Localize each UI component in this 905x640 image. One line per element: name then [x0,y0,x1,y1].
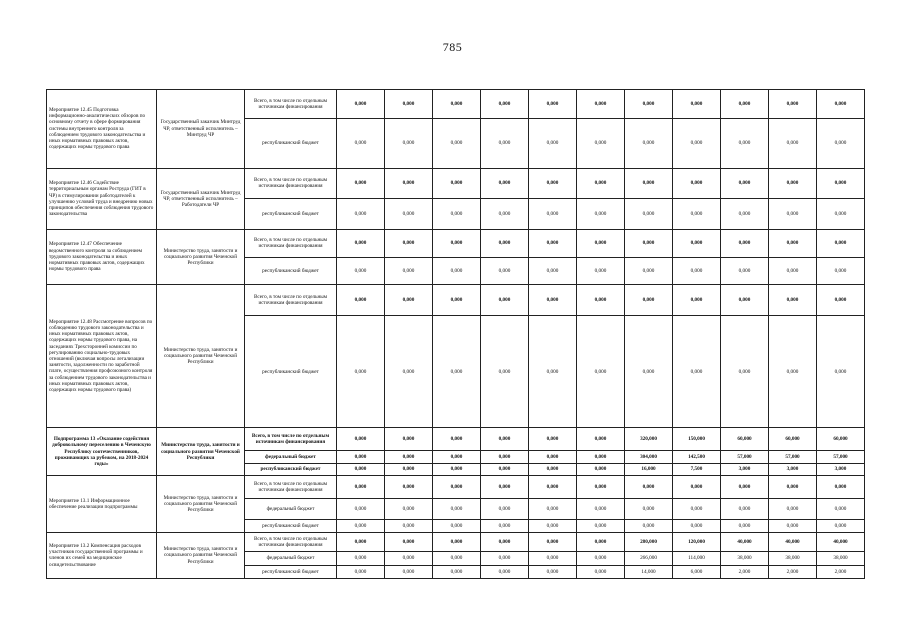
value-cell: 0,000 [625,119,673,168]
value-cell: 0,000 [769,476,817,499]
value-cell: 38,000 [817,551,865,566]
value-cell: 0,000 [721,230,769,257]
value-cell: 0,000 [817,316,865,428]
funding-source-cell: Всего, в том числе по отдельным источникам финансирования [245,428,337,451]
value-cell: 0,000 [529,198,577,229]
value-cell: 0,000 [817,257,865,284]
value-cell: 0,000 [625,257,673,284]
value-cell: 0,000 [769,198,817,229]
value-cell: 0,000 [721,168,769,198]
measure-name-cell: Мероприятие 12.46 Содействие территориальным органам Роструда (ГИТ в ЧР) в стимулировании работодателей к улучшению условий труда и внедрению новых принципов обеспечения соблюдения трудового законодательства [47,168,157,230]
value-cell: 0,000 [481,520,529,533]
value-cell: 0,000 [721,90,769,119]
value-cell: 280,000 [625,532,673,551]
value-cell: 0,000 [625,499,673,520]
value-cell: 0,000 [481,316,529,428]
value-cell: 0,000 [817,284,865,315]
value-cell: 0,000 [337,119,385,168]
value-cell: 0,000 [529,476,577,499]
value-cell: 0,000 [529,499,577,520]
value-cell: 0,000 [337,499,385,520]
value-cell: 0,000 [337,476,385,499]
value-cell: 0,000 [577,230,625,257]
value-cell: 0,000 [529,119,577,168]
value-cell: 0,000 [481,451,529,464]
measure-name-cell: Подпрограмма 13 «Оказание содействия добровольному переселению в Чеченскую Республику соотечественников, проживающих за рубежом, на 2018-2024 годы» [47,428,157,476]
value-cell: 0,000 [721,119,769,168]
value-cell: 0,000 [577,168,625,198]
value-cell: 0,000 [337,90,385,119]
value-cell: 0,000 [385,168,433,198]
value-cell: 0,000 [625,198,673,229]
table-row [47,532,865,551]
value-cell: 3,000 [817,463,865,476]
value-cell: 0,000 [817,168,865,198]
measure-name-cell: Мероприятие 13.2 Компенсация расходов участников государственной программы и членов их семей на медицинское освидетельствование [47,532,157,578]
executor-cell: Министерство труда, занятости и социального развития Чеченской Республики [157,428,245,476]
value-cell: 38,000 [769,551,817,566]
value-cell: 60,000 [817,428,865,451]
value-cell: 0,000 [433,316,481,428]
value-cell: 0,000 [577,90,625,119]
value-cell: 0,000 [673,284,721,315]
value-cell: 0,000 [433,451,481,464]
value-cell: 266,000 [625,551,673,566]
value-cell: 0,000 [529,257,577,284]
value-cell: 38,000 [721,551,769,566]
value-cell: 0,000 [385,428,433,451]
funding-source-cell: Всего, в том числе по отдельным источникам финансирования [245,168,337,198]
value-cell: 0,000 [529,284,577,315]
value-cell: 0,000 [673,257,721,284]
value-cell: 0,000 [625,90,673,119]
value-cell: 0,000 [577,463,625,476]
value-cell: 0,000 [433,499,481,520]
value-cell: 0,000 [673,476,721,499]
value-cell: 0,000 [673,90,721,119]
value-cell: 0,000 [385,451,433,464]
value-cell: 0,000 [673,520,721,533]
value-cell: 0,000 [577,119,625,168]
funding-source-cell: Всего, в том числе по отдельным источникам финансирования [245,532,337,551]
value-cell: 3,000 [769,463,817,476]
value-cell: 0,000 [577,520,625,533]
value-cell: 0,000 [481,257,529,284]
value-cell: 0,000 [673,198,721,229]
funding-source-cell: Всего, в том числе по отдельным источникам финансирования [245,476,337,499]
value-cell: 0,000 [337,284,385,315]
measure-name-cell: Мероприятие 12.45 Подготовка информационно-аналитических обзоров по основному отчету в сфере формирования системы внутреннего контроля за соблюдением трудового законодательства и иных нормативных правовых актов, содержащих нормы трудового права [47,90,157,169]
value-cell: 0,000 [433,168,481,198]
table-row [47,168,865,198]
value-cell: 57,000 [721,451,769,464]
value-cell: 60,000 [769,428,817,451]
value-cell: 0,000 [625,476,673,499]
value-cell: 0,000 [769,284,817,315]
value-cell: 0,000 [529,90,577,119]
funding-source-cell: федеральный бюджет [245,551,337,566]
value-cell: 0,000 [481,284,529,315]
value-cell: 0,000 [337,168,385,198]
value-cell: 0,000 [577,198,625,229]
value-cell: 0,000 [769,119,817,168]
value-cell: 0,000 [529,463,577,476]
value-cell: 0,000 [385,90,433,119]
value-cell: 2,000 [769,566,817,579]
value-cell: 0,000 [625,520,673,533]
value-cell: 0,000 [721,499,769,520]
value-cell: 0,000 [529,316,577,428]
value-cell: 0,000 [673,499,721,520]
funding-source-cell: федеральный бюджет [245,451,337,464]
value-cell: 0,000 [337,532,385,551]
value-cell: 0,000 [433,284,481,315]
executor-cell: Государственный заказчик Минтруд ЧР, ответственный исполнитель – Минтруд ЧР [157,90,245,169]
table-row [47,90,865,119]
value-cell: 40,000 [721,532,769,551]
value-cell: 0,000 [481,90,529,119]
value-cell: 0,000 [433,476,481,499]
value-cell: 0,000 [817,499,865,520]
value-cell: 150,000 [673,428,721,451]
value-cell: 3,000 [721,463,769,476]
value-cell: 0,000 [817,198,865,229]
value-cell: 114,000 [673,551,721,566]
value-cell: 16,000 [625,463,673,476]
funding-source-cell: республиканский бюджет [245,316,337,428]
value-cell: 0,000 [529,566,577,579]
value-cell: 0,000 [337,316,385,428]
value-cell: 0,000 [385,566,433,579]
value-cell: 0,000 [433,90,481,119]
value-cell: 0,000 [337,428,385,451]
value-cell: 0,000 [385,230,433,257]
value-cell: 0,000 [433,532,481,551]
value-cell: 0,000 [817,476,865,499]
value-cell: 2,000 [817,566,865,579]
value-cell: 0,000 [769,168,817,198]
value-cell: 0,000 [385,463,433,476]
value-cell: 0,000 [577,316,625,428]
value-cell: 40,000 [817,532,865,551]
value-cell: 0,000 [577,551,625,566]
executor-cell: Министерство труда, занятости и социального развития Чеченской Республики [157,532,245,578]
value-cell: 2,000 [721,566,769,579]
value-cell: 0,000 [769,499,817,520]
table-row [47,428,865,451]
value-cell: 0,000 [625,168,673,198]
value-cell: 0,000 [481,168,529,198]
value-cell: 0,000 [433,520,481,533]
value-cell: 0,000 [481,566,529,579]
value-cell: 0,000 [673,168,721,198]
value-cell: 0,000 [529,551,577,566]
value-cell: 0,000 [385,316,433,428]
value-cell: 0,000 [433,551,481,566]
value-cell: 0,000 [625,284,673,315]
value-cell: 0,000 [337,198,385,229]
value-cell: 0,000 [817,119,865,168]
value-cell: 0,000 [385,551,433,566]
value-cell: 0,000 [481,198,529,229]
value-cell: 0,000 [625,316,673,428]
value-cell: 0,000 [481,476,529,499]
value-cell: 0,000 [337,551,385,566]
value-cell: 0,000 [529,168,577,198]
value-cell: 0,000 [769,520,817,533]
value-cell: 0,000 [385,257,433,284]
value-cell: 0,000 [625,230,673,257]
value-cell: 0,000 [385,476,433,499]
value-cell: 0,000 [337,451,385,464]
funding-source-cell: Всего, в том числе по отдельным источникам финансирования [245,90,337,119]
value-cell: 0,000 [673,316,721,428]
value-cell: 0,000 [721,257,769,284]
funding-source-cell: республиканский бюджет [245,566,337,579]
value-cell: 0,000 [385,119,433,168]
funding-source-cell: республиканский бюджет [245,119,337,168]
page-number: 785 [442,40,463,54]
value-cell: 0,000 [721,198,769,229]
value-cell: 0,000 [817,230,865,257]
value-cell: 304,000 [625,451,673,464]
value-cell: 0,000 [433,119,481,168]
funding-source-cell: Всего, в том числе по отдельным источникам финансирования [245,230,337,257]
value-cell: 0,000 [577,566,625,579]
value-cell: 0,000 [385,284,433,315]
value-cell: 0,000 [577,532,625,551]
funding-source-cell: Всего, в том числе по отдельным источникам финансирования [245,284,337,315]
value-cell: 320,000 [625,428,673,451]
value-cell: 0,000 [433,566,481,579]
value-cell: 0,000 [385,520,433,533]
value-cell: 0,000 [385,198,433,229]
value-cell: 142,500 [673,451,721,464]
value-cell: 0,000 [577,476,625,499]
measure-name-cell: Мероприятие 12.48 Рассмотрение вопросов по соблюдению трудового законодательства и иных нормативных правовых актов, содержащих нормы трудового права, на заседаниях Трехсторонней комиссии по регулированию социально-трудовых отношений (включая вопросы легализации занятости, задолженности по заработной плате, осуществления профсоюзного контроля за соблюдением трудового законодательства и иных нормативных правовых актов, содержащих нормы трудового права) [47,284,157,427]
value-cell: 0,000 [481,230,529,257]
value-cell: 0,000 [673,230,721,257]
funding-source-cell: федеральный бюджет [245,499,337,520]
executor-cell: Министерство труда, занятости и социального развития Чеченской Республики [157,230,245,284]
funding-source-cell: республиканский бюджет [245,198,337,229]
value-cell: 0,000 [433,198,481,229]
value-cell: 0,000 [433,463,481,476]
value-cell: 0,000 [673,119,721,168]
value-cell: 0,000 [481,551,529,566]
value-cell: 0,000 [481,499,529,520]
table-row [47,284,865,315]
value-cell: 0,000 [481,428,529,451]
value-cell: 0,000 [529,520,577,533]
value-cell: 0,000 [769,257,817,284]
executor-cell: Министерство труда, занятости и социального развития Чеченской Республики [157,476,245,533]
value-cell: 0,000 [529,451,577,464]
measure-name-cell: Мероприятие 13.1 Информационное обеспечение реализации подпрограммы [47,476,157,533]
value-cell: 6,000 [673,566,721,579]
value-cell: 0,000 [433,428,481,451]
value-cell: 0,000 [481,463,529,476]
value-cell: 0,000 [529,532,577,551]
value-cell: 0,000 [529,428,577,451]
value-cell: 0,000 [769,316,817,428]
value-cell: 60,000 [721,428,769,451]
value-cell: 0,000 [337,520,385,533]
value-cell: 0,000 [721,520,769,533]
executor-cell: Государственный заказчик Минтруд ЧР, ответственный исполнитель – Работодатели ЧР [157,168,245,230]
value-cell: 0,000 [337,566,385,579]
value-cell: 0,000 [433,257,481,284]
value-cell: 0,000 [385,532,433,551]
value-cell: 0,000 [529,230,577,257]
executor-cell: Министерство труда, занятости и социального развития Чеченской Республики [157,284,245,427]
funding-source-cell: республиканский бюджет [245,463,337,476]
value-cell: 57,000 [817,451,865,464]
value-cell: 14,000 [625,566,673,579]
value-cell: 0,000 [577,499,625,520]
value-cell: 0,000 [337,257,385,284]
value-cell: 0,000 [817,520,865,533]
table-row [47,476,865,499]
value-cell: 0,000 [817,90,865,119]
value-cell: 0,000 [769,230,817,257]
value-cell: 57,000 [769,451,817,464]
value-cell: 0,000 [721,476,769,499]
value-cell: 0,000 [337,230,385,257]
value-cell: 0,000 [721,316,769,428]
value-cell: 0,000 [481,532,529,551]
value-cell: 0,000 [721,284,769,315]
value-cell: 0,000 [337,463,385,476]
value-cell: 0,000 [769,90,817,119]
value-cell: 0,000 [481,119,529,168]
value-cell: 0,000 [577,451,625,464]
budget-table [46,89,865,579]
funding-source-cell: республиканский бюджет [245,520,337,533]
value-cell: 120,000 [673,532,721,551]
table-row [47,230,865,257]
value-cell: 7,500 [673,463,721,476]
funding-source-cell: республиканский бюджет [245,257,337,284]
value-cell: 0,000 [433,230,481,257]
value-cell: 0,000 [577,257,625,284]
value-cell: 0,000 [577,428,625,451]
value-cell: 0,000 [385,499,433,520]
value-cell: 0,000 [577,284,625,315]
measure-name-cell: Мероприятие 12.47 Обеспечение ведомственного контроля за соблюдением трудового законодательства и иных нормативных правовых актов, содержащих нормы трудового права [47,230,157,284]
value-cell: 40,000 [769,532,817,551]
